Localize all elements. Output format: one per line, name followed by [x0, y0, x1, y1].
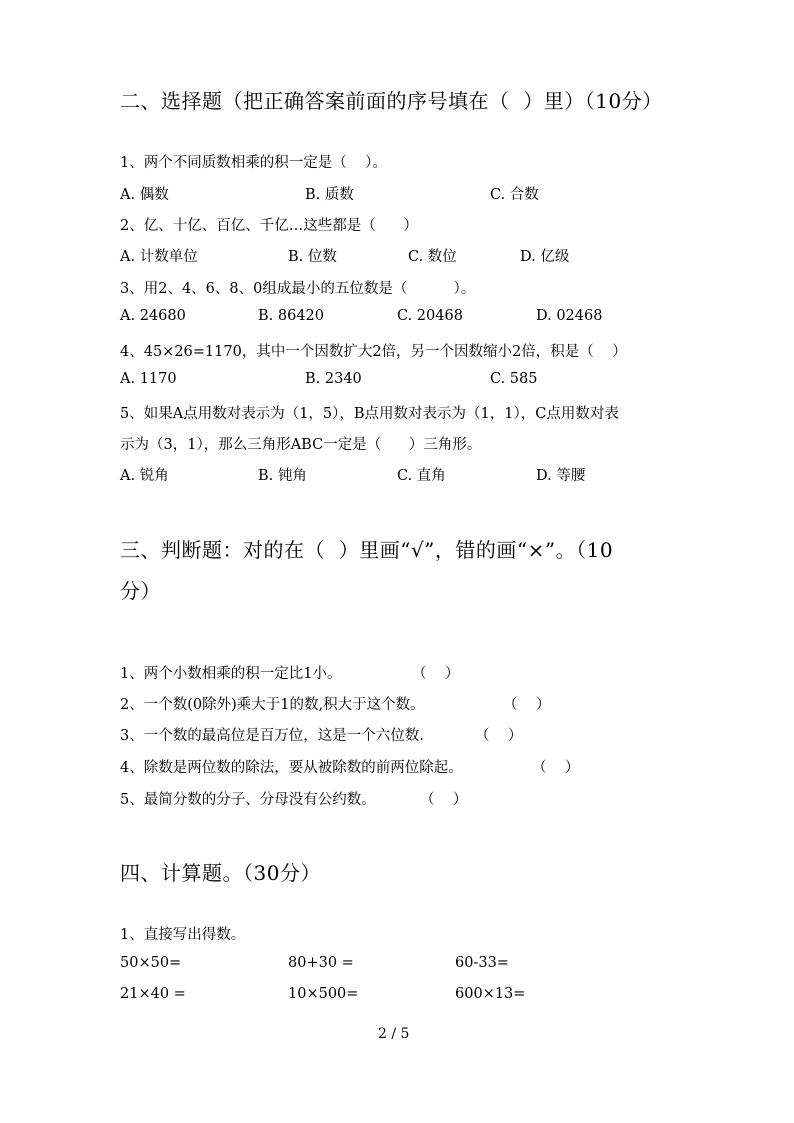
calc-question-1: 1、直接写出得数。	[120, 927, 246, 943]
judgment-item-4: 4、除数是两位数的除法，要从被除数的前两位除起。	[120, 760, 463, 776]
q2-5-option-d: D. 等腰	[536, 468, 586, 484]
judgment-item-5-paren: （ ）	[420, 792, 468, 808]
q2-2-option-c: C. 数位	[408, 249, 457, 265]
calc-item: 50×50=	[120, 955, 182, 971]
q2-2-option-b: B. 位数	[288, 249, 337, 265]
question-2-5-line-2: 示为（3，1），那么三角形ABC一定是（ ）三角形。	[120, 437, 482, 453]
section-3-heading-line-2: 分）	[120, 579, 161, 603]
q2-3-option-a: A. 24680	[120, 308, 186, 324]
q2-5-option-c: C. 直角	[397, 468, 446, 484]
q2-1-option-b: B. 质数	[305, 187, 354, 203]
q2-2-option-d: D. 亿级	[520, 249, 570, 265]
calc-item: 600×13=	[455, 986, 526, 1002]
page-number: 2 / 5	[378, 1026, 410, 1042]
q2-5-option-a: A. 锐角	[120, 468, 169, 484]
q2-4-option-b: B. 2340	[305, 371, 362, 387]
q2-4-option-a: A. 1170	[120, 371, 177, 387]
calc-item: 60-33=	[455, 955, 509, 971]
q2-3-option-b: B. 86420	[258, 308, 325, 324]
calc-item: 10×500=	[288, 986, 359, 1002]
question-2-1: 1、两个不同质数相乘的积一定是（ ）。	[120, 155, 387, 171]
judgment-item-4-paren: （ ）	[532, 760, 580, 776]
q2-2-option-a: A. 计数单位	[120, 249, 198, 265]
judgment-item-1-paren: （ ）	[412, 666, 460, 682]
calc-item: 80+30 =	[288, 955, 354, 971]
judgment-item-3: 3、一个数的最高位是百万位，这是一个六位数.	[120, 728, 424, 744]
question-2-2: 2、亿、十亿、百亿、千亿…这些都是（ ）	[120, 218, 418, 234]
question-2-3: 3、用2、4、6、8、0组成最小的五位数是（ ）。	[120, 281, 476, 297]
q2-1-option-a: A. 偶数	[120, 187, 169, 203]
section-2-heading: 二、选择题（把正确答案前面的序号填在（ ）里）（10分）	[120, 89, 663, 113]
judgment-item-2-paren: （ ）	[503, 697, 551, 713]
question-2-4: 4、45×26=1170，其中一个因数扩大2倍，另一个因数缩小2倍，积是（ ）	[120, 344, 627, 360]
section-4-heading: 四、计算题。（30分）	[120, 861, 321, 885]
q2-5-option-b: B. 钝角	[258, 468, 307, 484]
q2-3-option-d: D. 02468	[536, 308, 603, 324]
judgment-item-5: 5、最简分数的分子、分母没有公约数。	[120, 792, 376, 808]
question-2-5-line-1: 5、如果A点用数对表示为（1，5），B点用数对表示为（1，1），C点用数对表	[120, 406, 619, 422]
q2-4-option-c: C. 585	[490, 371, 538, 387]
judgment-item-2: 2、一个数(0除外)乘大于1的数,积大于这个数。	[120, 697, 425, 713]
q2-1-option-c: C. 合数	[490, 187, 539, 203]
section-3-heading-line-1: 三、判断题：对的在（ ）里画“√”，错的画“×”。（10	[120, 538, 614, 562]
judgment-item-1: 1、两个小数相乘的积一定比1小。	[120, 666, 342, 682]
calc-item: 21×40 =	[120, 986, 186, 1002]
q2-3-option-c: C. 20468	[397, 308, 463, 324]
judgment-item-3-paren: （ ）	[475, 728, 523, 744]
